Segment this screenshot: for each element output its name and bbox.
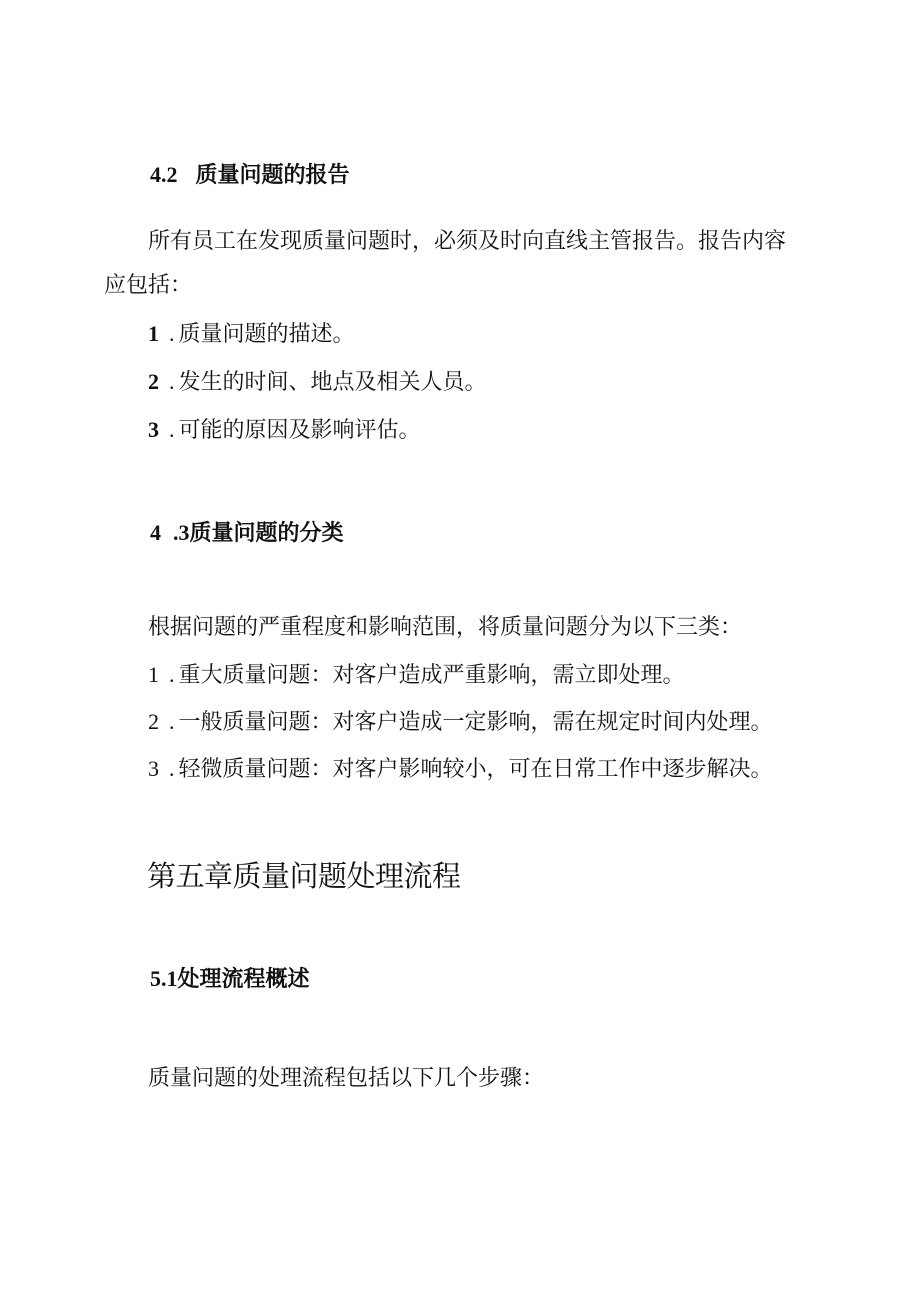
list-item-text: 轻微质量问题：对客户影响较小，可在日常工作中逐步解决。 [178, 757, 773, 782]
section-heading-4-2 [150, 164, 350, 186]
section-title: 质量问题的分类 [189, 520, 344, 546]
chapter-title: 第五章质量问题处理流程 [147, 859, 461, 893]
paragraph-line: 质量问题的处理流程包括以下几个步骤： [148, 1066, 545, 1091]
list-item-text: 一般质量问题：对客户造成一定影响，需在规定时间内处理。 [178, 710, 773, 735]
section-number: 4.2 [150, 162, 178, 187]
list-item-number: 2 [148, 709, 159, 734]
section-heading-4-3 [150, 522, 344, 544]
list-item: 3 . 轻微质量问题：对客户影响较小，可在日常工作中逐步解决。 [148, 756, 773, 782]
list-item-text: 重大质量问题：对客户造成严重影响，需立即处理。 [178, 663, 685, 688]
section-number-part: 4 [150, 520, 161, 545]
list-item-text: 质量问题的描述。 [178, 322, 355, 347]
section-heading-5-1 [150, 968, 310, 990]
section-title: 处理流程概述 [177, 966, 310, 992]
list-item: 2 . 一般质量问题：对客户造成一定影响，需在规定时间内处理。 [148, 709, 773, 735]
list-item: 1 . 质量问题的描述。 [148, 321, 355, 347]
section-number-part: .3 [173, 520, 190, 545]
list-item-number: 1 [148, 321, 159, 346]
section-number: 5.1 [150, 966, 178, 991]
list-item-number: 3 [148, 756, 159, 781]
list-item: 3 . 可能的原因及影响评估。 [148, 417, 421, 443]
list-item-number: 3 [148, 417, 159, 442]
list-item: 2 . 发生的时间、地点及相关人员。 [148, 369, 487, 395]
list-item-number: 2 [148, 369, 159, 394]
paragraph-line: 根据问题的严重程度和影响范围，将质量问题分为以下三类： [148, 615, 743, 640]
list-item-text: 可能的原因及影响评估。 [178, 418, 421, 443]
list-item: 1 . 重大质量问题：对客户造成严重影响，需立即处理。 [148, 662, 685, 688]
list-item-number: 1 [148, 662, 159, 687]
paragraph-line: 应包括： [104, 273, 193, 298]
paragraph-line: 所有员工在发现质量问题时，必须及时向直线主管报告。报告内容 [148, 229, 787, 254]
section-title: 质量问题的报告 [195, 162, 350, 188]
list-item-text: 发生的时间、地点及相关人员。 [178, 370, 487, 395]
